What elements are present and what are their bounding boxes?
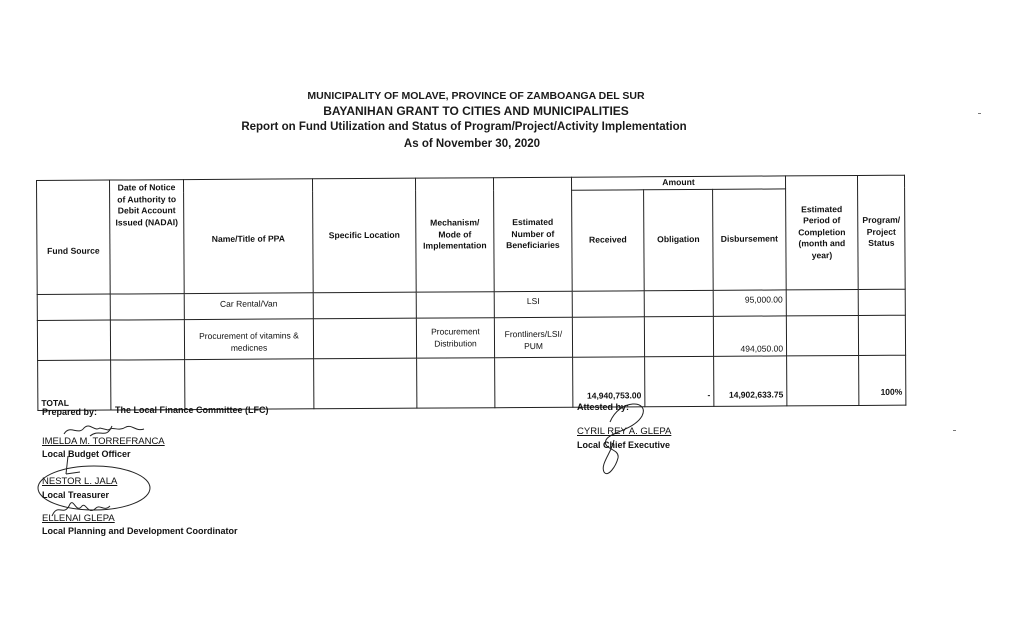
mechanism-cell: Procurement Distribution [416, 317, 494, 357]
budget-officer-title: Local Budget Officer [42, 449, 131, 459]
obligation-cell [644, 290, 713, 316]
col-name-ppa: Name/Title of PPA [184, 179, 314, 293]
obligation-cell [644, 316, 713, 356]
ppa-name-cell: Procurement of vitamins & medicnes [184, 318, 313, 359]
total-disbursement: 14,902,633.75 [714, 355, 787, 405]
beneficiaries-cell: LSI [494, 291, 572, 317]
budget-officer-name: IMELDA M. TORREFRANCA [42, 436, 165, 447]
col-period: Estimated Period of Completion (month and year) [785, 175, 858, 289]
col-mechanism: Mechanism/ Mode of Implementation [415, 178, 494, 292]
mechanism-cell [416, 291, 494, 317]
col-location: Specific Location [312, 178, 416, 292]
report-program-title: BAYANIHAN GRANT TO CITIES AND MUNICIPALITIES [323, 104, 629, 118]
disbursement-cell: 95,000.00 [713, 289, 786, 315]
total-obligation: - [645, 356, 714, 406]
disbursement-cell: 494,050.00 [713, 315, 786, 355]
col-disbursement: Disbursement [713, 188, 787, 289]
prepared-by-label: Prepared by: [42, 407, 98, 417]
executive-name: CYRIL REY A. GLEPA [577, 426, 672, 437]
col-status: Program/ Project Status [857, 175, 905, 289]
col-beneficiaries: Estimated Number of Beneficiaries [493, 177, 572, 291]
ppa-name-cell: Car Rental/Van [184, 292, 313, 319]
scan-speck [953, 430, 956, 431]
total-label: TOTAL [38, 360, 111, 410]
treasurer-title: Local Treasurer [42, 490, 110, 500]
beneficiaries-cell: Frontliners/LSI/ PUM [494, 317, 572, 357]
total-row [38, 355, 906, 410]
col-obligation: Obligation [644, 189, 714, 290]
col-amount: Amount [571, 176, 785, 190]
scan-speck [978, 113, 981, 114]
table-row [37, 315, 905, 360]
received-cell [572, 316, 644, 356]
treasurer-name: NESTOR L. JALA [42, 476, 118, 487]
fund-utilization-table [36, 175, 906, 411]
total-status: 100% [859, 355, 906, 405]
col-date-notice: Date of Notice of Authority to Debit Account Issued (NADAI) [110, 180, 185, 294]
report-municipality: MUNICIPALITY OF MOLAVE, PROVINCE OF ZAMBOANGA DEL SUR [307, 90, 645, 102]
col-fund-source: Fund Source [37, 180, 111, 294]
col-received: Received [572, 189, 645, 290]
report-date: As of November 30, 2020 [403, 138, 541, 150]
committee-name: The Local Finance Committee (LFC) [115, 405, 269, 415]
attested-by-label: Attested by: [577, 402, 630, 412]
received-cell [572, 290, 644, 316]
report-title: Report on Fund Utilization and Status of Program/Project/Activity Implementation [241, 121, 687, 133]
executive-title: Local Chief Executive [577, 440, 671, 450]
planning-coordinator-name: ELLENAI GLEPA [42, 513, 115, 524]
total-received: 14,940,753.00 [573, 356, 645, 406]
executive-signature [590, 392, 650, 482]
planning-coordinator-title: Local Planning and Development Coordinator [42, 526, 238, 536]
